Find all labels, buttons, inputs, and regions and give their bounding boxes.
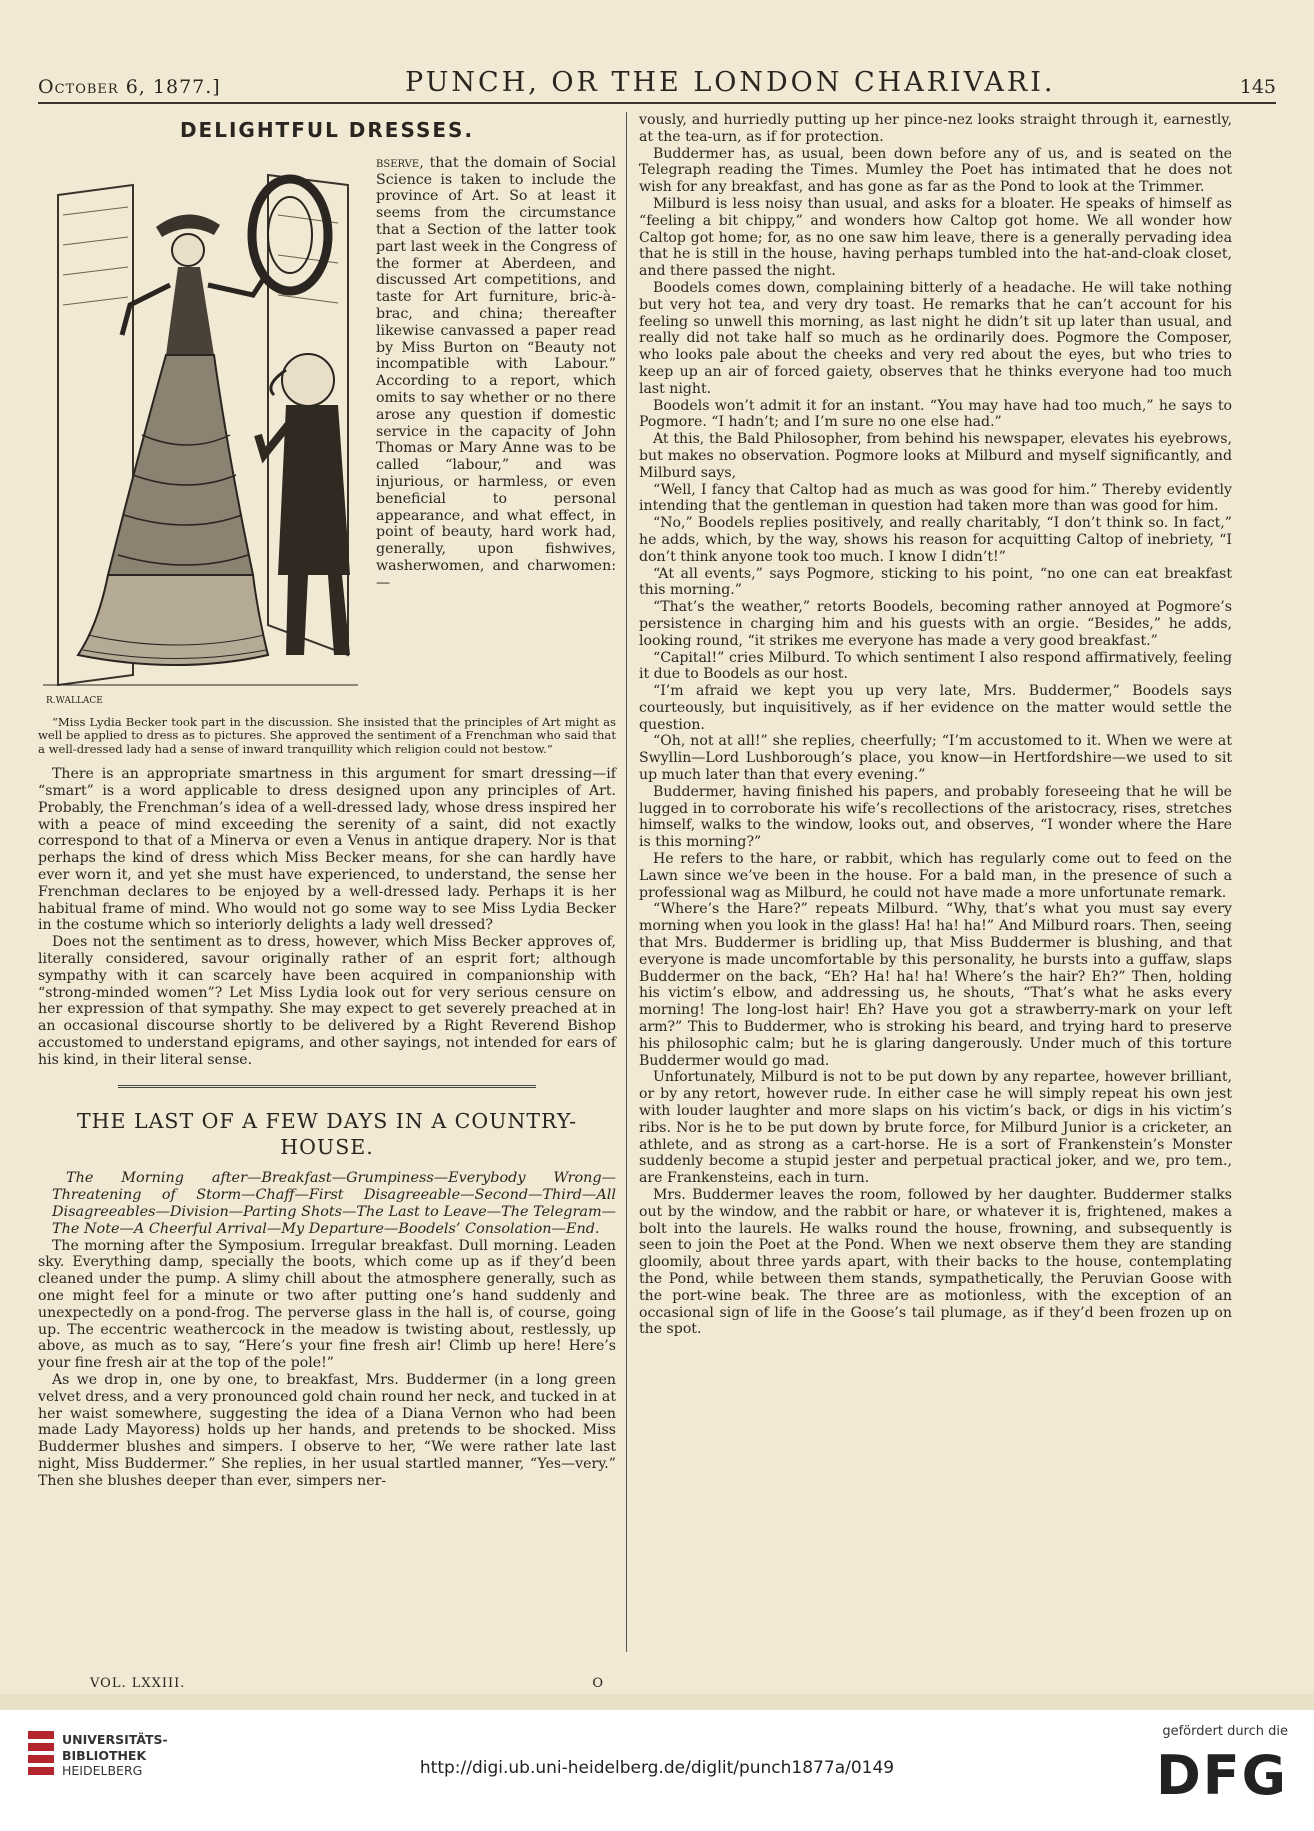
article2-paragraph: Boodels won’t admit it for an instant. “You may have had too much,” he says to Pogmore. “I hadn’t; and I’m sure no one else had.” [639,397,1232,431]
scan-edge [0,1694,1314,1710]
article2-paragraph: “At all events,” says Pogmore, sticking to his point, “no one can eat breakfast this morning.” [639,565,1232,599]
article-summary: The Morning after—Breakfast—Grumpiness—Everybody Wrong—Threatening of Storm—Chaff—First Disagreeable—Second—Third—All Disagreeables—Division—Parting Shots—The Last to Leave—The Telegram—The Note—A Cheerful Arrival—My Departure—Boodels’ Consolation—End. [52,1169,616,1237]
intro-text [376,155,616,710]
volume-number: VOL. LXXIII. [90,1676,186,1691]
article2-paragraph: He refers to the hare, or rabbit, which has regularly come out to feed on the Lawn since we’ve been in the house. For a bald man, in the presence of such a professional wag as Milburd, he could not have made a more unfortunate remark. [639,851,1232,901]
article-title-country-house: THE LAST OF A FEW DAYS IN A COUNTRY-HOUSE. [76,1108,578,1159]
quoted-footnote [38,716,616,757]
article2-paragraph: Buddermer has, as usual, been down before any of us, and is seated on the Telegraph reading the Times. Mumley the Poet has intimated that he does not wish for any breakfast, and has gone as far as the Pond to look at the Trimmer. [639,145,1232,196]
cartoon-illustration [38,155,366,710]
intro-first-word: bserve [376,154,420,171]
article2-paragraph: At this, the Bald Philosopher, from behind his newspaper, elevates his eyebrows, but makes no observation. Pogmore looks at Milburd and myself significantly, and Milburd says, [639,431,1232,481]
article2-paragraph: “No,” Boodels replies positively, and really charitably, “I don’t think so. In fact,” he adds, which, by the way, shows his reason for acquitting Caltop of inebriety, “I don’t think anyone took too much. I know I didn’t!” [639,515,1232,565]
article2-paragraph: “Well, I fancy that Caltop had as much as was good for him.” Thereby evidently intending that the gentleman in question had taken more than was good for him. [639,481,1232,515]
article2-paragraph: “I’m afraid we kept you up very late, Mrs. Buddermer,” Boodels says courteously, but inquisitively, as if her evidence on the matter would settle the question. [639,683,1232,733]
printer-signature: O [592,1676,604,1691]
article2-continuation: vously, and hurriedly putting up her pince-nez looks straight through it, earnestly, at the tea-urn, as if for protection. [639,112,1232,145]
article2-paragraph: “Where’s the Hare?” repeats Milburd. “Why, that’s what you must say every morning when you look in the glass! Ha! ha! ha!” And Milburd roars. Then, seeing that Mrs. Buddermer is bridling up, that Miss Buddermer is blushing, and that everyone is made uncomfortable by this personality, he bursts into a guffaw, slaps Buddermer on the back, “Eh? Ha! ha! ha! Where’s the hair? Eh?” Then, holding his victim’s elbow, and addressing us, he shouts, “That’s what he asks every morning! The long-lost hair! Eh? Have you got a strawberry-mark on your left arm?” This to Buddermer, who is stroking his beard, and trying hard to preserve his philosophic calm; but he is glaring dangerously. Under much of this torture Buddermer would go mad. [639,901,1232,1069]
article2-paragraph: Unfortunately, Milburd is not to be put down by any repartee, however brilliant, or by any retort, however rude. In either case he will simply repeat his own jest with louder laughter and more slaps on his victim’s back, or digs in his victim’s ribs. Nor is he to be put down by brute force, for Milburd Junior is a cricketer, an athlete, and as strong as a cart-horse. He is a sort of Frankenstein’s Monster suddenly become a stupid jester and perpetual practical joker, and we, pro tem., are Frankensteins, each in turn. [639,1069,1232,1187]
article2-paragraph: “Oh, not at all!” she replies, cheerfully; “I’m accustomed to it. When we were at Swyllin—Lord Lushborough’s place, you know—in Hertfordshire—we used to sit up much later than that every evening.” [639,733,1232,784]
article-separator [118,1085,536,1088]
intro-paragraph: , that the domain of Social Science is taken to include the province of Art. So at least it seems from the circumstance that a Section of the latter took part last week in the Congress of the former at Aberdeen, and discussed Art competitions, and taste for Art furniture, bric-à-brac, and china; thereafter likewise canvassed a paper read by Miss Burton on “Beauty not incompatible with Labour.” According to a report, which omits to say whether or no there arose any question if domestic service in the capacity of John Thomas or Mary Anne was to be called “labour,” and was injurious, or harmless, or even beneficial to personal appearance, and what effect, in point of beauty, hard work had, generally, upon fishwives, washerwomen, and charwomen:— [376,154,616,591]
article2-paragraph: As we drop in, one by one, to breakfast, Mrs. Buddermer (in a long green velvet dress, and a very pronounced gold chain round her neck, and tucked in at her waist somewhere, suggesting the idea of a Diana Vernon who had been made Lady Mayoress) holds up her hands, and pretends to be shocked. Miss Buddermer blushes and simpers. I observe to her, “We were rather late last night, Miss Buddermer.” She replies, in her usual startled manner, “Yes—very.” Then she blushes deeper than ever, simpers ner- [38,1372,616,1489]
article2-paragraph: Boodels comes down, complaining bitterly of a headache. He will take nothing but very hot tea, and very dry toast. He remarks that he can’t account for his feeling so unwell this morning, as last night he didn’t sit up later than usual, and really did not take half so much as he ordinarily does. Pogmore the Composer, who looks pale about the cheeks and very red about the eyes, but who tries to keep up an air of forced gaiety, observes that he thinks everyone had too much last night. [639,279,1232,397]
column-divider [626,112,627,1652]
page-number: 145 [1239,76,1276,98]
page-footer [90,1676,1224,1691]
illustrated-intro [38,155,616,710]
article1-paragraph: There is an appropriate smartness in this argument for smart dressing—if “smart” is a word applicable to dress designed upon any principles of Art. Probably, the Frenchman’s idea of a well-dressed lady, whose dress inspired her with a peace of mind exceeding the serenity of a saint, did not exactly correspond to that of a Minerva or even a Venus in antique drapery. Nor is that perhaps the kind of dress which Miss Becker means, for she can hardly have ever worn it, and yet she must have experienced, to understand, the sense her Frenchman declares to be enjoyed by a well-dressed lady. Perhaps it is her habitual frame of mind. Who would not go some way to see Miss Lydia Becker in the costume which so interiorly delights a lady well dressed? [38,766,616,934]
article2-paragraph: Buddermer, having finished his papers, and probably foreseeing that he will be lugged in to corroborate his wife’s recollections of the aristocracy, rises, stretches himself, walks to the window, looks out, and observes, “I wonder where the Hare is this morning?” [639,783,1232,851]
dfg-logo: DFG [1155,1744,1288,1807]
footnote-text: “Miss Lydia Becker took part in the discussion. She insisted that the principles of Art might as well be applied to dress as to pictures. She approved the sentiment of a Frenchman who said that a well-dressed lady had a sense of inward tranquillity which religion could not bestow.” [38,714,616,756]
masthead [38,62,1276,104]
left-column [38,112,616,1490]
article2-paragraph: Milburd is less noisy than usual, and asks for a bloater. He speaks of himself as “feeling a bit chippy,” and wonders how Caltop got home. We all wonder how Caltop got home; for, as no one saw him leave, there is a generally pervading idea that he is still in the house, having perhaps tumbled into the hat-and-cloak closet, and there passed the night. [639,195,1232,280]
library-name-line: BIBLIOTHEK [62,1747,147,1763]
library-name-line: UNIVERSITÄTS- [62,1732,168,1747]
right-column [639,112,1232,1338]
permalink-url[interactable]: http://digi.ub.uni-heidelberg.de/diglit/punch1877a/0149 [419,1758,895,1778]
illustrator-signature: R.WALLACE [46,695,103,706]
article-heading-delightful-dresses: DELIGHTFUL DRESSES. [179,118,475,142]
article2-paragraph: “That’s the weather,” retorts Boodels, becoming rather annoyed at Pogmore’s persistence in charging him and his guests with an orgie. “Besides,” he adds, looking round, “it strikes me everyone has made a very good breakfast.” [639,599,1232,649]
article2-paragraph: “Capital!” cries Milburd. To which sentiment I also respond affirmatively, feeling it due to Boodels as our host. [639,649,1232,683]
library-name-line: HEIDELBERG [62,1763,143,1778]
article2-paragraph: The morning after the Symposium. Irregular breakfast. Dull morning. Leaden sky. Everything damp, specially the boots, which come up as if they’d been cleaned under the pump. A slimy chill about the atmosphere generally, such as one might feel for a minute or two after putting one’s hand suddenly and unexpectedly on a pond-frog. The perverse glass in the hall is, of course, going up. The eccentric weathercock in the meadow is twisting about, restlessly, up above, as much as to say, “Here’s your fine fresh air! Climb up here! Here’s your fine fresh air at the top of the pole!” [38,1237,616,1372]
article1-paragraph: Does not the sentiment as to dress, however, which Miss Becker approves of, literally considered, savour originally rather of an esprit fort; although sympathy with it can scarcely have been acquired in companionship with “strong-minded women”? Let Miss Lydia look out for very serious censure on her expression of that sympathy. She may expect to get severely preached at in an occasional discourse shortly to be delivered by a Right Reverend Bishop accustomed to understand epigrams, and other sayings, not intended for ears of his kind, in their literal sense. [38,934,616,1068]
publication-title: PUNCH, OR THE LONDON CHARIVARI. [404,67,1056,98]
funding-label: gefördert durch die [1162,1724,1288,1739]
issue-date: October 6, 1877.] [38,76,221,98]
article2-paragraph: Mrs. Buddermer leaves the room, followed by her daughter. Buddermer stalks out by the window, and the rabbit or hare, or whatever it is, frightened, makes a bolt into the laurels. He walks round the house, frowning, and subsequently is seen to join the Poet at the Pond. When we next observe them they are standing gloomily, about three yards apart, with their backs to the house, contemplating the Pond, while between them stands, sympathetically, the Peruvian Goose with the port-wine beak. The three are as motionless, with the exception of an occasional sign of life in the Goose’s tail plumage, as if they’d been frozen up on the spot. [639,1187,1232,1338]
